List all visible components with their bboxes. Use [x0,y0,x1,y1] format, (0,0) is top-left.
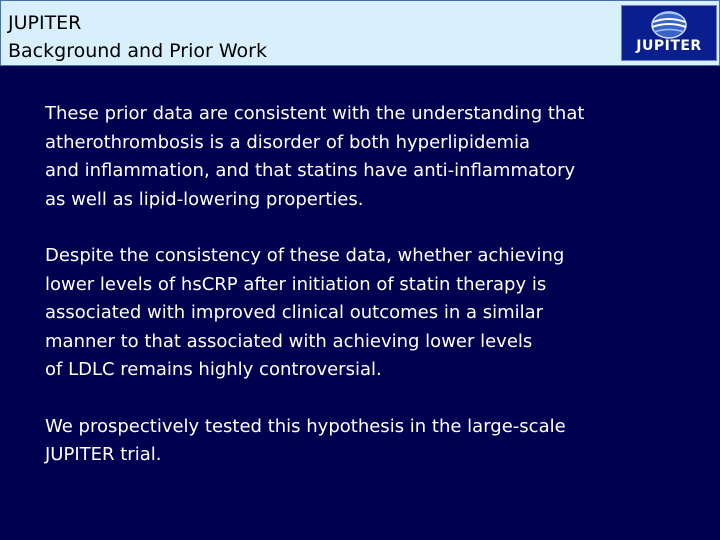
paragraph-3 [45,413,685,470]
slide-title: JUPITER [8,12,82,34]
paragraph-line: We prospectively tested this hypothesis in the large-scale [45,415,566,437]
paragraph-line: JUPITER trial. [45,444,162,465]
paragraph-line: and inflammation, and that statins have anti-inflammatory [45,160,576,181]
paragraph-line: of LDLC remains highly controversial. [45,359,382,380]
paragraph-1 [45,100,685,214]
paragraph-line: lower levels of hsCRP after initiation of statin therapy is [45,273,547,295]
header-bar [0,0,720,66]
header-text [8,9,267,65]
paragraph-line: atherothrombosis is a disorder of both hyperlipidemia [45,131,531,153]
body-text [45,100,685,498]
jupiter-logo [621,5,717,61]
slide-subtitle: Background and Prior Work [8,40,267,62]
paragraph-line: manner to that associated with achieving lower levels [45,330,533,352]
paragraph-line: These prior data are consistent with the understanding that [45,103,585,124]
paragraph-line: as well as lipid-lowering properties. [45,188,364,210]
paragraph-2 [45,242,685,385]
paragraph-line: Despite the consistency of these data, whether achieving [45,245,565,266]
logo-wordmark: JUPITER [636,38,702,54]
paragraph-line: associated with improved clinical outcomes in a similar [45,302,544,323]
